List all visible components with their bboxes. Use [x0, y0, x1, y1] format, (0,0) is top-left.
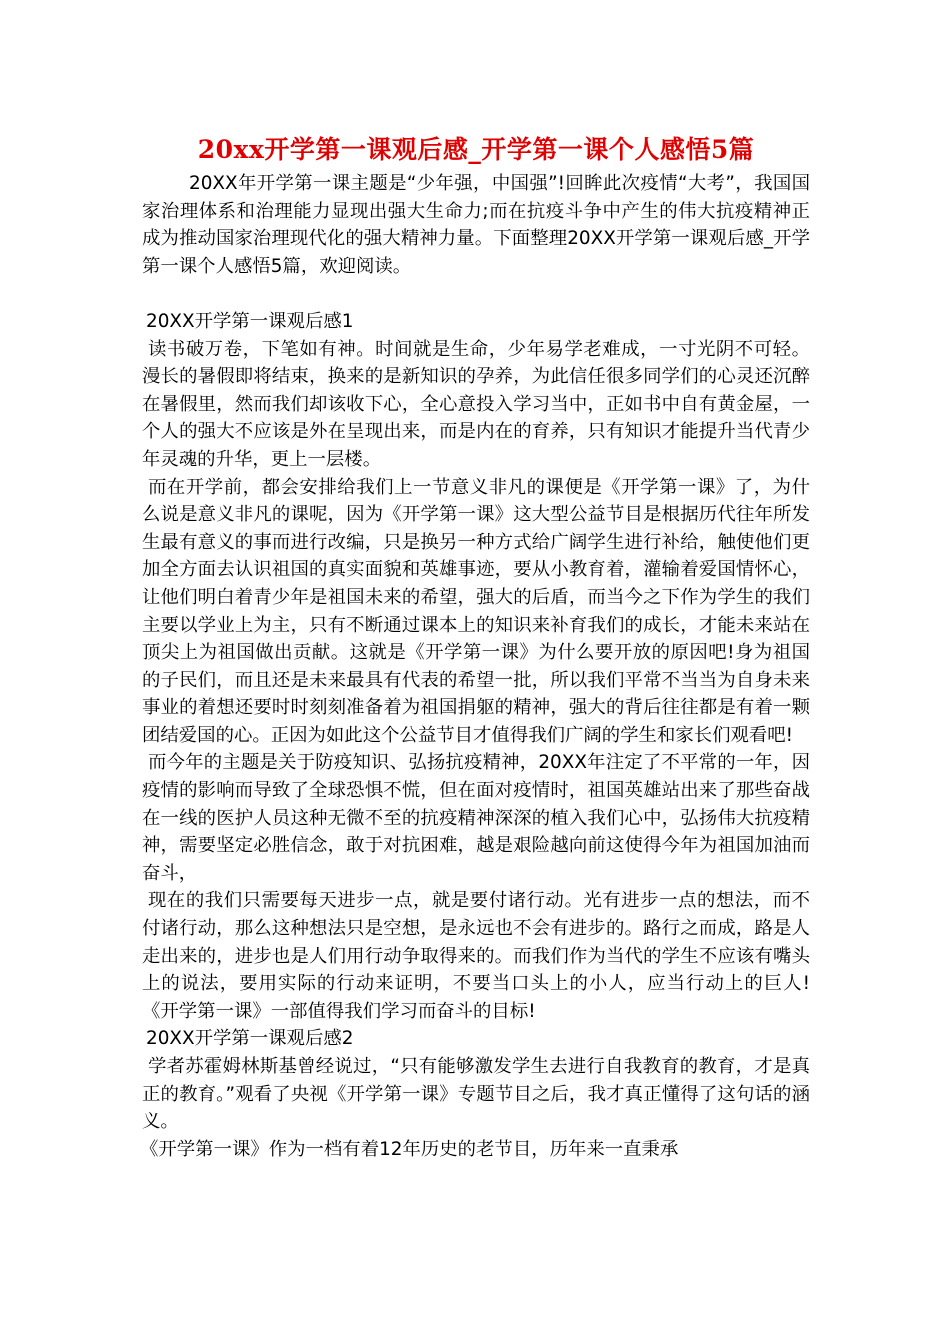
- body-paragraph: 《开学第一课》作为一档有着12年历史的老节目，历年来一直秉承: [140, 1138, 679, 1160]
- section-1: [142, 308, 810, 1025]
- body-paragraph: 而在开学前，都会安排给我们上一节意义非凡的课便是《开学第一课》了，为什么说是意义非凡的课呢，因为《开学第一课》这大型公益节目是根据历代往年所发生最有意义的事而进行改编，只是换另一种方式给广阔学生进行补给，触使他们更加全方面去认识祖国的真实面貌和英雄事迹，要从小教育着，灌输着爱国情怀心，让他们明白着青少年是祖国未来的希望，强大的后盾，而当今之下作为学生的我们主要以学业上为主，只有不断通过课本上的知识来补育我们的成长，才能未来站在顶尖上为祖国做出贡献。这就是《开学第一课》为什么要开放的原因吧!身为祖国的子民们，而且还是未来最具有代表的希望一批，所以我们平常不当当为自身未来事业的着想还要时时刻刻准备着为祖国捐躯的精神，强大的背后往往都是有着一颗团结爱国的心。正因为如此这个公益节目才值得我们广阔的学生和家长们观看吧!: [142, 476, 810, 746]
- body-paragraph: 现在的我们只需要每天进步一点，就是要付诸行动。光有进步一点的想法，而不付诸行动，那么这种想法只是空想，是永远也不会有进步的。路行之而成，路是人走出来的，进步也是人们用行动争取得来的。而我们作为当代的学生不应该有嘴头上的说法，要用实际的行动来证明，不要当口头上的小人，应当行动上的巨人!《开学第一课》一部值得我们学习而奋斗的目标!: [142, 890, 810, 1022]
- body-paragraph: 学者苏霍姆林斯基曾经说过，“只有能够激发学生去进行自我教育的教育，才是真正的教育。”观看了央视《开学第一课》专题节目之后，我才真正懂得了这句话的涵义。: [142, 1056, 810, 1133]
- section-2: [142, 1025, 810, 1163]
- intro-paragraph: 20XX年开学第一课主题是“少年强，中国强”!回眸此次疫情“大考”，我国国家治理体系和治理能力显现出强大生命力;而在抗疫斗争中产生的伟大抗疫精神正成为推动国家治理现代化的强大精神力量。下面整理20XX开学第一课观后感_开学第一课个人感悟5篇，欢迎阅读。: [142, 173, 810, 277]
- section-heading: 20XX开学第一课观后感2: [146, 1028, 354, 1050]
- section-heading: 20XX开学第一课观后感1: [146, 310, 354, 332]
- document-title: 20xx开学第一课观后感_开学第一课个人感悟5篇: [197, 135, 755, 164]
- body-paragraph: 而今年的主题是关于防疫知识、弘扬抗疫精神，20XX年注定了不平常的一年，因疫情的影响而导致了全球恐惧不慌，但在面对疫情时，祖国英雄站出来了那些奋战在一线的医护人员这种无微不至的抗疫精神深深的植入我们心中，弘扬伟大抗疫精神，需要坚定必胜信念，敢于对抗困难，越是艰险越向前这使得今年为祖国加油而奋斗，: [142, 752, 810, 884]
- document-page: [142, 132, 810, 1163]
- blank-line: [142, 280, 810, 308]
- body-paragraph: 读书破万卷，下笔如有神。时间就是生命，少年易学老难成，一寸光阴不可轻。漫长的暑假即将结束，换来的是新知识的孕养，为此信任很多同学们的心灵还沉醉在暑假里，然而我们却该收下心，全心意投入学习当中，正如书中自有黄金屋，一个人的强大不应该是外在呈现出来，而是内在的育养，只有知识才能提升当代青少年灵魂的升华，更上一层楼。: [142, 338, 810, 470]
